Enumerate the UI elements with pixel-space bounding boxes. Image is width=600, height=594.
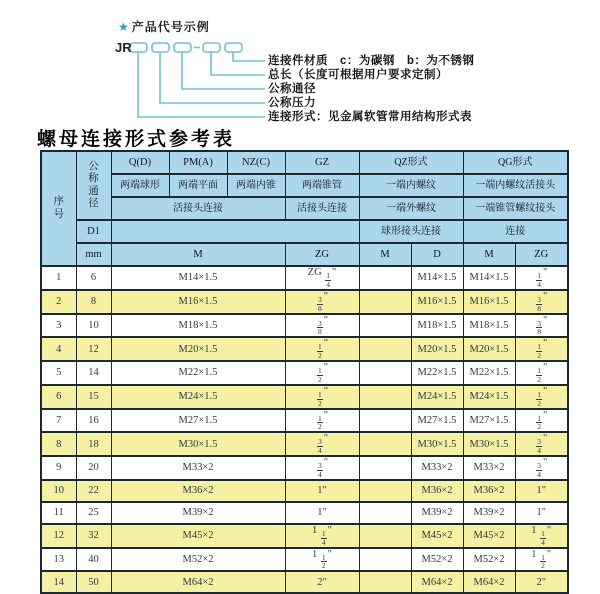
cell-qz-m	[359, 266, 411, 290]
cell-dn: 25	[76, 502, 111, 524]
cell-dn: 14	[76, 361, 111, 385]
cell-qg-zg: 1 $\frac{1}{2}$ "	[515, 548, 568, 572]
cell-serial: 10	[41, 480, 76, 502]
header-unit-mm: mm	[76, 243, 111, 266]
cell-m: M33×2	[111, 456, 285, 480]
cell-qg-m: M24×1.5	[463, 385, 515, 409]
code-box-4	[203, 43, 220, 52]
cell-qz-d: M45×2	[411, 524, 463, 548]
cell-serial: 6	[41, 385, 76, 409]
product-code-heading-text: 产品代号示例	[131, 20, 210, 34]
cell-dn: 6	[76, 266, 111, 290]
cell-qg-m: M64×2	[463, 571, 515, 593]
header-qg-form: QG形式	[463, 151, 568, 174]
cell-gz: ZG $\frac{1}{4}$ "	[285, 266, 359, 290]
cell-qz-d: M33×2	[411, 456, 463, 480]
leader-line-material	[233, 52, 265, 61]
label-nominal-diameter: 公称通径	[268, 83, 316, 95]
fraction: $\frac{3}{8}$	[317, 318, 322, 337]
header-pm-desc: 两端平面	[169, 174, 227, 197]
cell-qg-m: M30×1.5	[463, 432, 515, 456]
cell-qz-d: M22×1.5	[411, 361, 463, 385]
cell-serial: 3	[41, 314, 76, 338]
cell-qz-d: M64×2	[411, 571, 463, 593]
header-qz-form: QZ形式	[359, 151, 463, 174]
code-box-3	[174, 43, 191, 52]
cell-gz: $\frac{1}{2}$ "	[285, 337, 359, 361]
cell-qz-d: M30×1.5	[411, 432, 463, 456]
cell-m: M27×1.5	[111, 409, 285, 433]
cell-m: M45×2	[111, 524, 285, 548]
cell-qg-m: M45×2	[463, 524, 515, 548]
cell-serial: 5	[41, 361, 76, 385]
cell-serial: 1	[41, 266, 76, 290]
fraction: $\frac{1}{2}$	[317, 366, 322, 384]
cell-dn: 32	[76, 524, 111, 548]
cell-qg-zg: 1"	[515, 502, 568, 524]
fraction: $\frac{1}{2}$	[317, 413, 322, 432]
code-box-1	[130, 43, 147, 52]
cell-qg-zg: $\frac{1}{2}$ "	[515, 361, 568, 385]
cell-qg-zg: $\frac{1}{2}$ "	[515, 337, 568, 361]
cell-dn: 20	[76, 456, 111, 480]
table-row	[41, 571, 568, 593]
cell-qg-zg: $\frac{3}{8}$ "	[515, 290, 568, 314]
cell-dn: 8	[76, 290, 111, 314]
cell-qz-m	[359, 361, 411, 385]
cell-qz-m	[359, 480, 411, 502]
header-qz-desc: 一端内螺纹	[359, 174, 463, 197]
cell-qz-d: M18×1.5	[411, 314, 463, 338]
table-row	[41, 456, 568, 480]
code-box-5	[225, 43, 242, 52]
table-row	[41, 548, 568, 572]
cell-qg-m: M39×2	[463, 502, 515, 524]
table-row	[41, 502, 568, 524]
cell-qg-m: M16×1.5	[463, 290, 515, 314]
cell-qg-m: M14×1.5	[463, 266, 515, 290]
product-code-heading	[118, 18, 210, 35]
leader-line-diameter	[182, 52, 265, 89]
cell-qg-m: M36×2	[463, 480, 515, 502]
cell-serial: 8	[41, 432, 76, 456]
cell-qz-d: M27×1.5	[411, 409, 463, 433]
cell-qg-m: M27×1.5	[463, 409, 515, 433]
cell-m: M64×2	[111, 571, 285, 593]
cell-gz: $\frac{3}{4}$ "	[285, 456, 359, 480]
fraction: $\frac{1}{2}$	[537, 342, 541, 361]
cell-m: M16×1.5	[111, 290, 285, 314]
cell-serial: 2	[41, 290, 76, 314]
header-nominal-diameter: 公称通径	[76, 151, 111, 220]
header-d1: D1	[76, 220, 111, 243]
header-qd-desc: 两端球形	[111, 174, 169, 197]
fraction: $\frac{3}{4}$	[537, 437, 541, 456]
fraction: $\frac{3}{8}$	[537, 294, 541, 313]
header-nz: NZ(C)	[227, 151, 285, 174]
fraction: $\frac{1}{2}$	[537, 413, 541, 432]
cell-m: M18×1.5	[111, 314, 285, 338]
cell-qg-m: M33×2	[463, 456, 515, 480]
header-pm: PM(A)	[169, 151, 227, 174]
cell-m: M24×1.5	[111, 385, 285, 409]
header-zg: ZG	[285, 243, 359, 266]
table-row	[41, 290, 568, 314]
nut-connection-reference-table	[40, 150, 569, 594]
cell-qg-zg: $\frac{1}{4}$ "	[515, 266, 568, 290]
cell-qz-m	[359, 456, 411, 480]
fraction: $\frac{1}{2}$	[317, 389, 322, 408]
cell-qg-zg: 1 $\frac{1}{4}$ "	[515, 524, 568, 548]
cell-qg-zg: $\frac{3}{4}$ "	[515, 456, 568, 480]
cell-gz: $\frac{3}{4}$ "	[285, 432, 359, 456]
fraction: $\frac{1}{4}$	[321, 528, 326, 547]
cell-m: M52×2	[111, 548, 285, 572]
fraction: $\frac{3}{4}$	[317, 461, 322, 479]
fraction: $\frac{1}{2}$	[537, 366, 541, 384]
cell-qg-m: M20×1.5	[463, 337, 515, 361]
header-qz-m: M	[359, 243, 411, 266]
cell-qg-zg: 2"	[515, 571, 568, 593]
fraction: $\frac{1}{4}$	[541, 528, 545, 547]
cell-dn: 16	[76, 409, 111, 433]
cell-m: M22×1.5	[111, 361, 285, 385]
header-qz-connection: 一端外螺纹	[359, 197, 463, 220]
cell-qz-m	[359, 314, 411, 338]
star-icon: ★	[118, 20, 130, 34]
cell-serial: 14	[41, 571, 76, 593]
cell-m: M39×2	[111, 502, 285, 524]
cell-dn: 10	[76, 314, 111, 338]
cell-qz-d: M36×2	[411, 480, 463, 502]
header-serial: 序号	[41, 151, 76, 266]
cell-dn: 15	[76, 385, 111, 409]
table-row	[41, 337, 568, 361]
code-prefix: JR	[115, 40, 132, 55]
header-qg-m: M	[463, 243, 515, 266]
cell-m: M36×2	[111, 480, 285, 502]
header-qz-d: D	[411, 243, 463, 266]
cell-gz: $\frac{1}{2}$ "	[285, 409, 359, 433]
cell-qg-zg: $\frac{1}{2}$ "	[515, 385, 568, 409]
cell-gz: $\frac{3}{8}$ "	[285, 290, 359, 314]
label-connector-material: 连接件材质 c：为碳钢 b：为不锈钢	[268, 55, 475, 67]
cell-qz-m	[359, 571, 411, 593]
header-qz-ball-connection: 球形接头连接	[359, 220, 463, 243]
cell-qg-zg: 1"	[515, 480, 568, 502]
cell-gz: 1"	[285, 480, 359, 502]
cell-qz-d: M39×2	[411, 502, 463, 524]
table-header	[41, 151, 568, 266]
label-connection-form: 连接形式：见金属软管常用结构形式表	[268, 111, 472, 123]
page-title: 螺母连接形式参考表	[37, 129, 236, 150]
fraction: $\frac{3}{8}$	[537, 318, 541, 337]
fraction: $\frac{3}{4}$	[537, 461, 541, 479]
header-qg-zg: ZG	[515, 243, 568, 266]
table-body	[41, 266, 568, 593]
cell-m: M20×1.5	[111, 337, 285, 361]
label-nominal-pressure: 公称压力	[268, 97, 316, 109]
cell-serial: 13	[41, 548, 76, 572]
cell-gz: 1 $\frac{1}{4}$ "	[285, 524, 359, 548]
cell-qz-d: M20×1.5	[411, 337, 463, 361]
fraction: $\frac{3}{8}$	[317, 294, 322, 313]
header-qd: Q(D)	[111, 151, 169, 174]
header-qg-desc: 一端内螺纹活接头	[463, 174, 568, 197]
cell-serial: 12	[41, 524, 76, 548]
table-row	[41, 480, 568, 502]
header-union-connection: 活接头连接	[111, 197, 285, 220]
table-row	[41, 266, 568, 290]
cell-qz-d: M14×1.5	[411, 266, 463, 290]
cell-gz: $\frac{1}{2}$ "	[285, 361, 359, 385]
header-gz: GZ	[285, 151, 359, 174]
fraction: $\frac{1}{4}$	[326, 271, 331, 289]
fraction: $\frac{1}{2}$	[321, 552, 326, 571]
header-m: M	[111, 243, 285, 266]
cell-m: M14×1.5	[111, 266, 285, 290]
fraction: $\frac{1}{4}$	[537, 271, 541, 289]
cell-qz-d: M52×2	[411, 548, 463, 572]
header-qg-link: 连接	[463, 220, 568, 243]
cell-dn: 50	[76, 571, 111, 593]
cell-qz-m	[359, 524, 411, 548]
cell-gz: 1 $\frac{1}{2}$ "	[285, 548, 359, 572]
fraction: $\frac{1}{2}$	[541, 552, 545, 571]
header-gz-connection: 活接头连接	[285, 197, 359, 220]
fraction: $\frac{1}{2}$	[317, 342, 322, 361]
cell-dn: 12	[76, 337, 111, 361]
cell-gz: 1"	[285, 502, 359, 524]
leader-line-pressure	[160, 52, 265, 103]
cell-qz-m	[359, 502, 411, 524]
label-total-length: 总长（长度可根据用户要求定制）	[268, 69, 448, 81]
cell-qg-m: M18×1.5	[463, 314, 515, 338]
cell-gz: $\frac{1}{2}$ "	[285, 385, 359, 409]
cell-qz-m	[359, 409, 411, 433]
fraction: $\frac{1}{2}$	[537, 389, 541, 408]
cell-dn: 40	[76, 548, 111, 572]
header-qg-connection: 一端锥管螺纹接头	[463, 197, 568, 220]
cell-serial: 7	[41, 409, 76, 433]
cell-qz-m	[359, 432, 411, 456]
header-empty	[111, 220, 359, 243]
cell-qz-m	[359, 548, 411, 572]
cell-qg-zg: $\frac{3}{4}$ "	[515, 432, 568, 456]
cell-qg-zg: $\frac{3}{8}$ "	[515, 314, 568, 338]
fraction: $\frac{3}{4}$	[317, 437, 322, 456]
header-gz-desc: 两端锥管	[285, 174, 359, 197]
cell-serial: 9	[41, 456, 76, 480]
cell-qg-m: M22×1.5	[463, 361, 515, 385]
cell-dn: 22	[76, 480, 111, 502]
cell-qz-m	[359, 337, 411, 361]
cell-serial: 11	[41, 502, 76, 524]
table-row	[41, 314, 568, 338]
table-row	[41, 361, 568, 385]
code-box-2	[152, 43, 169, 52]
table-row	[41, 385, 568, 409]
cell-m: M30×1.5	[111, 432, 285, 456]
cell-serial: 4	[41, 337, 76, 361]
table-row	[41, 524, 568, 548]
cell-qz-m	[359, 290, 411, 314]
cell-gz: 2"	[285, 571, 359, 593]
header-nz-desc: 两端内锥	[227, 174, 285, 197]
cell-dn: 18	[76, 432, 111, 456]
leader-line-length	[211, 52, 265, 75]
cell-qz-d: M24×1.5	[411, 385, 463, 409]
cell-qz-m	[359, 385, 411, 409]
cell-qg-zg: $\frac{1}{2}$ "	[515, 409, 568, 433]
table-row	[41, 432, 568, 456]
table-row	[41, 409, 568, 433]
cell-qg-m: M52×2	[463, 548, 515, 572]
cell-qz-d: M16×1.5	[411, 290, 463, 314]
cell-gz: $\frac{3}{8}$ "	[285, 314, 359, 338]
